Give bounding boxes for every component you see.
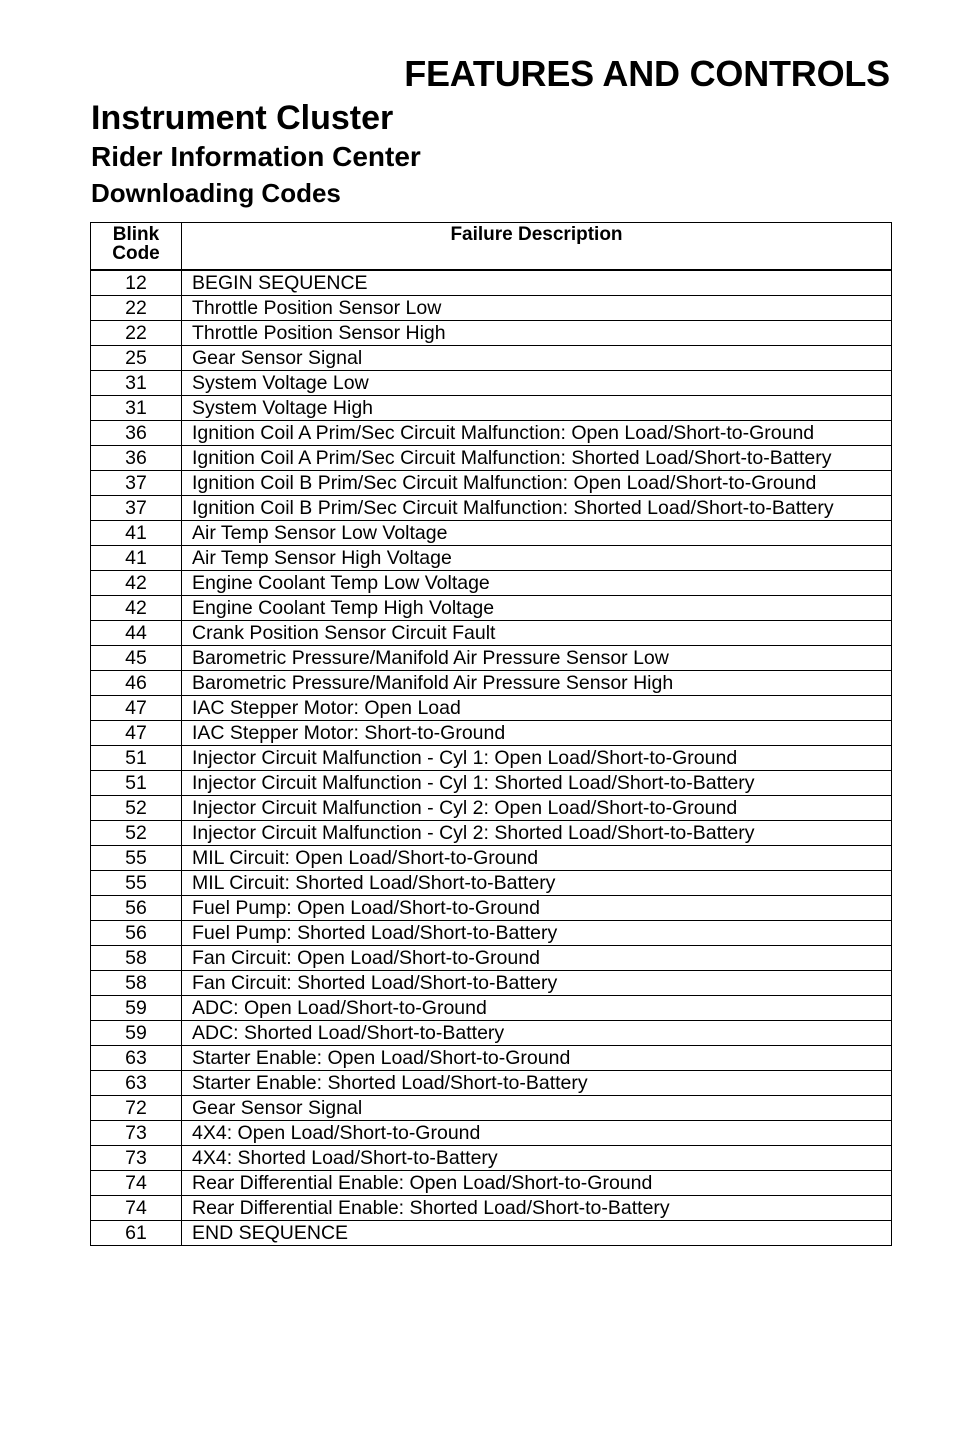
failure-description-cell: Injector Circuit Malfunction - Cyl 2: Open Load/Short-to-Ground — [182, 796, 892, 821]
table-row — [91, 296, 892, 321]
table-row — [91, 646, 892, 671]
blink-code-cell: 63 — [91, 1071, 182, 1096]
blink-code-cell: 72 — [91, 1096, 182, 1121]
blink-code-cell: 37 — [91, 496, 182, 521]
heading-rider-information-center: Rider Information Center — [91, 141, 421, 172]
table-row — [91, 446, 892, 471]
table-row — [91, 1071, 892, 1096]
blink-code-cell: 42 — [91, 596, 182, 621]
failure-description-cell: Throttle Position Sensor High — [182, 321, 892, 346]
column-header-blink-code — [91, 223, 182, 271]
table-row — [91, 671, 892, 696]
blink-code-cell: 47 — [91, 696, 182, 721]
blink-code-cell: 52 — [91, 821, 182, 846]
blink-code-cell: 58 — [91, 971, 182, 996]
blink-code-cell: 58 — [91, 946, 182, 971]
table-row — [91, 346, 892, 371]
blink-code-cell: 51 — [91, 771, 182, 796]
table-row — [91, 546, 892, 571]
blink-code-table — [90, 222, 892, 1246]
blink-code-cell: 31 — [91, 396, 182, 421]
blink-code-cell: 25 — [91, 346, 182, 371]
blink-code-cell: 41 — [91, 546, 182, 571]
heading-instrument-cluster: Instrument Cluster — [91, 99, 394, 137]
failure-description-cell: Barometric Pressure/Manifold Air Pressure Sensor High — [182, 671, 892, 696]
section-title: FEATURES AND CONTROLS — [404, 53, 890, 94]
blink-code-cell: 59 — [91, 1021, 182, 1046]
table-row — [91, 846, 892, 871]
blink-code-cell: 47 — [91, 721, 182, 746]
table-header-row — [91, 223, 892, 271]
table-row — [91, 396, 892, 421]
table-row — [91, 746, 892, 771]
table-row — [91, 871, 892, 896]
failure-description-cell: Engine Coolant Temp High Voltage — [182, 596, 892, 621]
failure-description-cell: Air Temp Sensor Low Voltage — [182, 521, 892, 546]
table-row — [91, 896, 892, 921]
table-row — [91, 946, 892, 971]
failure-description-cell: Fan Circuit: Open Load/Short-to-Ground — [182, 946, 892, 971]
table-row — [91, 1121, 892, 1146]
failure-description-cell: Injector Circuit Malfunction - Cyl 1: Shorted Load/Short-to-Battery — [182, 771, 892, 796]
failure-description-cell: Ignition Coil A Prim/Sec Circuit Malfunction: Open Load/Short-to-Ground — [182, 421, 892, 446]
failure-description-cell: Ignition Coil B Prim/Sec Circuit Malfunction: Open Load/Short-to-Ground — [182, 471, 892, 496]
blink-code-cell: 12 — [91, 270, 182, 296]
blink-code-cell: 45 — [91, 646, 182, 671]
table-row — [91, 921, 892, 946]
table-row — [91, 721, 892, 746]
blink-code-cell: 56 — [91, 921, 182, 946]
table-row — [91, 321, 892, 346]
table-row — [91, 471, 892, 496]
blink-code-cell: 55 — [91, 846, 182, 871]
table-row — [91, 1146, 892, 1171]
failure-description-cell: Gear Sensor Signal — [182, 1096, 892, 1121]
blink-code-cell: 73 — [91, 1121, 182, 1146]
blink-code-cell: 51 — [91, 746, 182, 771]
failure-description-cell: ADC: Open Load/Short-to-Ground — [182, 996, 892, 1021]
blink-code-cell: 37 — [91, 471, 182, 496]
blink-code-cell: 56 — [91, 896, 182, 921]
failure-description-cell: IAC Stepper Motor: Open Load — [182, 696, 892, 721]
blink-code-cell: 74 — [91, 1196, 182, 1221]
table-row — [91, 496, 892, 521]
failure-description-cell: Rear Differential Enable: Open Load/Short-to-Ground — [182, 1171, 892, 1196]
failure-description-cell: Throttle Position Sensor Low — [182, 296, 892, 321]
table-row — [91, 521, 892, 546]
table-row — [91, 1021, 892, 1046]
blink-code-cell: 52 — [91, 796, 182, 821]
blink-code-cell: 42 — [91, 571, 182, 596]
failure-description-cell: Starter Enable: Open Load/Short-to-Ground — [182, 1046, 892, 1071]
blink-code-cell: 36 — [91, 446, 182, 471]
failure-description-cell: Fan Circuit: Shorted Load/Short-to-Battery — [182, 971, 892, 996]
column-header-failure-description: Failure Description — [182, 223, 892, 271]
table-row — [91, 796, 892, 821]
failure-description-cell: Air Temp Sensor High Voltage — [182, 546, 892, 571]
table-row — [91, 596, 892, 621]
table-row — [91, 1221, 892, 1246]
table-row — [91, 1171, 892, 1196]
table-row — [91, 771, 892, 796]
table-row — [91, 696, 892, 721]
failure-description-cell: ADC: Shorted Load/Short-to-Battery — [182, 1021, 892, 1046]
failure-description-cell: System Voltage High — [182, 396, 892, 421]
table-body — [91, 270, 892, 1246]
failure-description-cell: END SEQUENCE — [182, 1221, 892, 1246]
failure-description-cell: IAC Stepper Motor: Short-to-Ground — [182, 721, 892, 746]
failure-description-cell: Crank Position Sensor Circuit Fault — [182, 621, 892, 646]
failure-description-cell: Barometric Pressure/Manifold Air Pressure Sensor Low — [182, 646, 892, 671]
failure-description-cell: Gear Sensor Signal — [182, 346, 892, 371]
table-row — [91, 1196, 892, 1221]
failure-description-cell: Ignition Coil A Prim/Sec Circuit Malfunction: Shorted Load/Short-to-Battery — [182, 446, 892, 471]
failure-description-cell: Starter Enable: Shorted Load/Short-to-Battery — [182, 1071, 892, 1096]
failure-description-cell: 4X4: Shorted Load/Short-to-Battery — [182, 1146, 892, 1171]
table-row — [91, 621, 892, 646]
blink-code-cell: 22 — [91, 296, 182, 321]
table-row — [91, 1096, 892, 1121]
failure-description-cell: System Voltage Low — [182, 371, 892, 396]
column-header-blink-code-label: Blink Code — [112, 224, 160, 264]
blink-code-cell: 63 — [91, 1046, 182, 1071]
table-row — [91, 996, 892, 1021]
table-row — [91, 371, 892, 396]
blink-code-cell: 55 — [91, 871, 182, 896]
blink-code-cell: 36 — [91, 421, 182, 446]
blink-code-cell: 59 — [91, 996, 182, 1021]
blink-code-cell: 44 — [91, 621, 182, 646]
failure-description-cell: Fuel Pump: Shorted Load/Short-to-Battery — [182, 921, 892, 946]
failure-description-cell: Fuel Pump: Open Load/Short-to-Ground — [182, 896, 892, 921]
blink-code-cell: 46 — [91, 671, 182, 696]
blink-code-cell: 61 — [91, 1221, 182, 1246]
blink-code-cell: 73 — [91, 1146, 182, 1171]
failure-description-cell: MIL Circuit: Open Load/Short-to-Ground — [182, 846, 892, 871]
failure-description-cell: Injector Circuit Malfunction - Cyl 1: Open Load/Short-to-Ground — [182, 746, 892, 771]
failure-description-cell: Injector Circuit Malfunction - Cyl 2: Shorted Load/Short-to-Battery — [182, 821, 892, 846]
table-row — [91, 270, 892, 296]
blink-code-cell: 31 — [91, 371, 182, 396]
table-row — [91, 571, 892, 596]
failure-description-cell: BEGIN SEQUENCE — [182, 270, 892, 296]
blink-code-cell: 41 — [91, 521, 182, 546]
failure-description-cell: MIL Circuit: Shorted Load/Short-to-Battery — [182, 871, 892, 896]
blink-code-cell: 22 — [91, 321, 182, 346]
failure-description-cell: Ignition Coil B Prim/Sec Circuit Malfunction: Shorted Load/Short-to-Battery — [182, 496, 892, 521]
failure-description-cell: Rear Differential Enable: Shorted Load/Short-to-Battery — [182, 1196, 892, 1221]
table-row — [91, 421, 892, 446]
table-row — [91, 971, 892, 996]
table-row — [91, 1046, 892, 1071]
table-row — [91, 821, 892, 846]
failure-description-cell: 4X4: Open Load/Short-to-Ground — [182, 1121, 892, 1146]
blink-code-cell: 74 — [91, 1171, 182, 1196]
heading-downloading-codes: Downloading Codes — [91, 178, 341, 208]
failure-description-cell: Engine Coolant Temp Low Voltage — [182, 571, 892, 596]
